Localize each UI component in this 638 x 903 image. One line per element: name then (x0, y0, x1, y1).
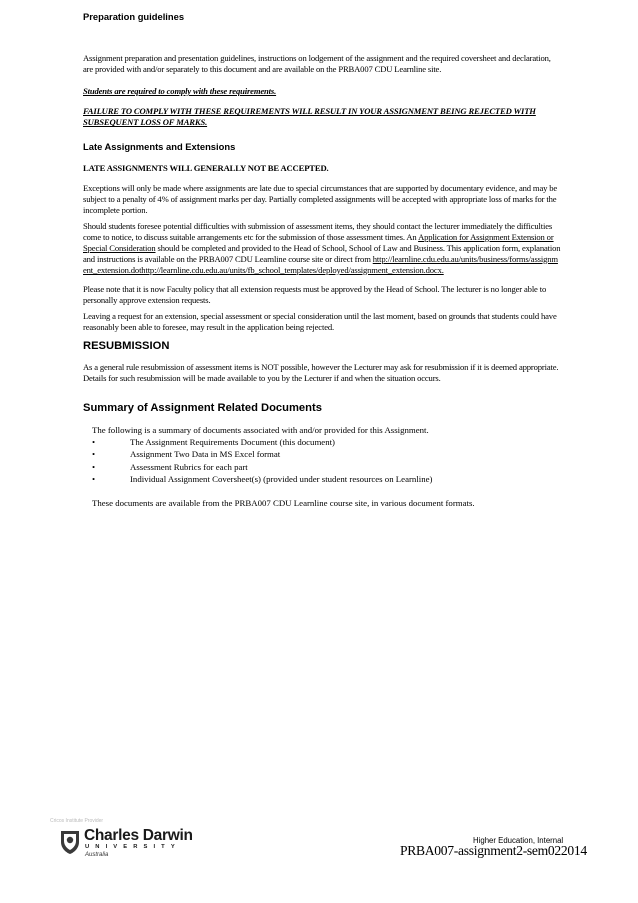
bullet-icon: • (92, 473, 96, 484)
late-foresee-paragraph (83, 221, 561, 276)
logo-name: Charles Darwin (84, 827, 193, 844)
list-item: • Assessment Rubrics for each part (92, 461, 248, 472)
document-id: PRBA007-assignment2-sem022014 (400, 843, 587, 858)
resubmission-heading: RESUBMISSION (83, 340, 170, 352)
requirements-note: Students are required to comply with these requirements. (83, 86, 277, 96)
logo-university: UNIVERSITY (85, 844, 181, 850)
late-heading: Late Assignments and Extensions (83, 141, 236, 152)
summary-heading: Summary of Assignment Related Documents (83, 402, 322, 414)
bullet-icon: • (92, 461, 96, 472)
late-foresee-text-2: should be completed and provided to the Head of School, School of Law and Business. This application form, explanation and instructions is available on the PRBA007 CDU Learnline course site or direct from (83, 242, 561, 264)
extension-application-link[interactable]: Application for Assignment Extension or Special Consideration (83, 231, 554, 253)
list-item: • The Assignment Requirements Document (this document) (92, 437, 335, 448)
list-item: • Individual Assignment Coversheet(s) (provided under student resources on Learnline) (92, 473, 433, 484)
university-crest-icon (60, 829, 80, 855)
late-exceptions: Exceptions will only be made where assignments are late due to special circumstances that are supported by documentary evidence, and may be subject to a penalty of 4% of assignment marks per day. Partially completed assignments will be accepted with appropriate loss of marks for the incomplete portion. (83, 183, 558, 215)
failure-warning: FAILURE TO COMPLY WITH THESE REQUIREMENTS WILL RESULT IN YOUR ASSIGNMENT BEING REJECTED WITH SUBSEQUENT LOSS OF MARKS. (83, 106, 536, 127)
late-leaving-request: Leaving a request for an extension, special assessment or special consideration until the last moment, based on grounds that students could have reasonably been able to foresee, may result in the application being rejected. (83, 311, 557, 332)
summary-list (92, 424, 562, 485)
summary-availability: These documents are available from the PRBA007 CDU Learnline course site, in various document formats. (92, 498, 475, 508)
late-not-accepted: LATE ASSIGNMENTS WILL GENERALLY NOT BE ACCEPTED. (83, 163, 329, 173)
extension-url-link[interactable]: http://learnline.cdu.edu.au/units/business/forms/assignment_extension.dothttp://learnline.cdu.edu.au/units/fb_school_templates/deployed/assignment_extension.docx. (83, 253, 558, 275)
university-logo (60, 827, 193, 861)
summary-intro: The following is a summary of documents associated with and/or provided for this Assignment. (92, 425, 429, 435)
bullet-icon: • (92, 449, 96, 460)
list-item: • Assignment Two Data in MS Excel format (92, 449, 281, 460)
late-foresee-text: Should students foresee potential difficulties with submission of assessment items, they should contact the lecturer immediately the difficulties come to notice, to discuss suitable arrangements etc for the submission of those assessment times. An (83, 221, 553, 242)
preparation-paragraph: Assignment preparation and presentation guidelines, instructions on lodgement of the assignment and the required coversheet and declaration, are provided with and/or separately to this document and are available on the PRBA007 CDU Learnline site. (83, 53, 551, 74)
logo-country: Australia (85, 852, 109, 858)
preparation-heading: Preparation guidelines (83, 11, 185, 22)
bullet-icon: • (92, 437, 96, 448)
classification-label: Higher Education, Internal (473, 836, 564, 845)
footer-faint-text: Cricos Institute Provider (50, 818, 104, 824)
faculty-policy: Please note that it is now Faculty policy that all extension requests must be approved by the Head of School. The lecturer is no longer able to personally approve extension requests. (83, 284, 547, 305)
resubmission-text: As a general rule resubmission of assessment items is NOT possible, however the Lecturer may ask for resubmission if it is deemed appropriate. Details for such resubmission will be made available to you by the Lecturer if and when the situation occurs. (83, 362, 559, 383)
